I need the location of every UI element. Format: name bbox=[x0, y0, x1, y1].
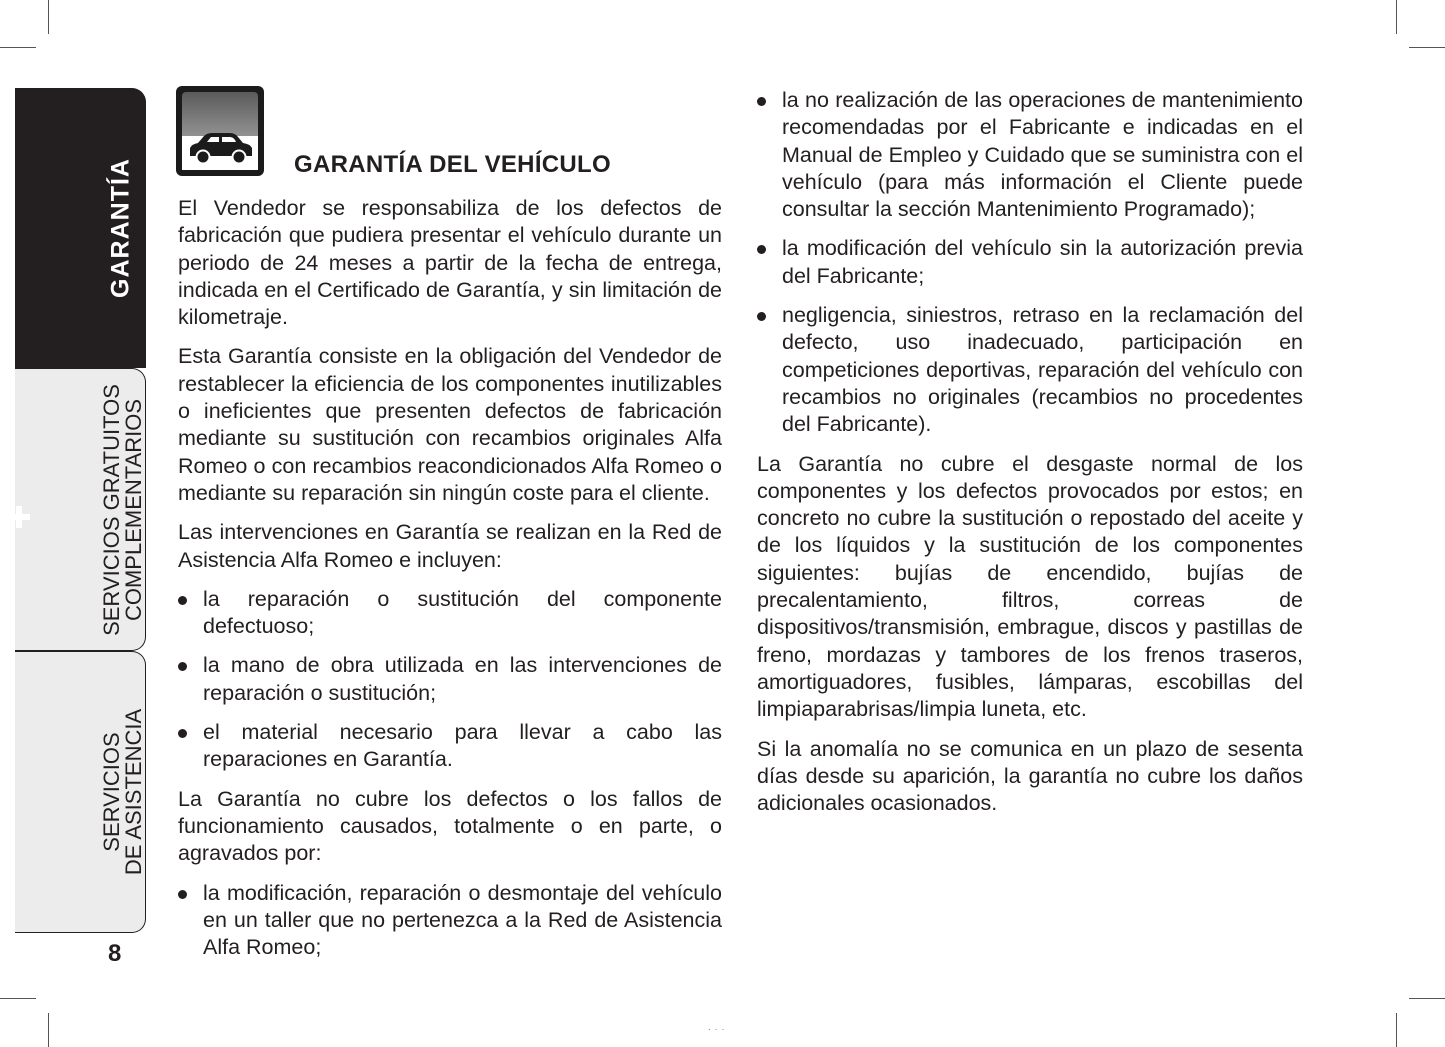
list-item: la mano de obra utilizada en las intervenciones de reparación o sustitución; bbox=[178, 652, 722, 707]
bullet-icon bbox=[178, 729, 187, 738]
bullet-icon bbox=[178, 662, 187, 671]
list-item: negligencia, siniestros, retraso en la reclamación del defecto, uso inadecuado, participación en competiciones deportivas, reparación del vehículo con recambios no originales (recambios no procedentes del Fabricante). bbox=[757, 302, 1303, 438]
page-number: 8 bbox=[108, 940, 122, 967]
car-icon bbox=[176, 86, 264, 176]
bullet-list bbox=[757, 87, 1303, 439]
tab-servicios-gratuitos[interactable] bbox=[15, 368, 146, 651]
crop-mark bbox=[0, 47, 36, 48]
list-item: la modificación del vehículo sin la autorización previa del Fabricante; bbox=[757, 235, 1303, 290]
left-column bbox=[178, 195, 722, 973]
crop-mark bbox=[1396, 1013, 1397, 1047]
paragraph: La Garantía no cubre el desgaste normal de los componentes y los defectos provocados por estos; en concreto no cubre la sustitución o repostado del aceite y de los líquidos y la sustitución de los componentes siguientes: bujías de encendido, bujías de precalentamiento, filtros, correas de dispositivos/transmisión, embrague, discos y pastillas de freno, mordazas y tambores de los frenos traseros, amortiguadores, fusibles, lámparas, escobillas del limpiaparabrisas/limpia luneta, etc. bbox=[757, 451, 1303, 722]
bullet-icon bbox=[178, 596, 187, 605]
paragraph: Las intervenciones en Garantía se realizan en la Red de Asistencia Alfa Romeo e incluyen: bbox=[178, 520, 722, 572]
bullet-icon bbox=[757, 97, 766, 106]
crop-mark bbox=[1409, 998, 1445, 999]
tab-label: GARANTÍA bbox=[106, 158, 135, 298]
right-column bbox=[757, 87, 1303, 829]
footer-marks: ... bbox=[708, 1022, 729, 1033]
bullet-icon bbox=[757, 245, 766, 254]
tab-servicios-asistencia[interactable] bbox=[15, 651, 146, 933]
plus-icon bbox=[8, 506, 30, 528]
section-title: GARANTÍA DEL VEHÍCULO bbox=[294, 151, 611, 178]
list-item: la modificación, reparación o desmontaje del vehículo en un taller que no pertenezca a la Red de Asistencia Alfa Romeo; bbox=[178, 880, 722, 962]
tab-label: COMPLEMENTARIOS bbox=[121, 398, 146, 621]
paragraph: El Vendedor se responsabiliza de los defectos de fabricación que pudiera presentar el vehículo durante un periodo de 24 meses a partir de la fecha de entrega, indicada en el Certificado de Garantía, y sin limitación de kilometraje. bbox=[178, 196, 722, 330]
bullet-list bbox=[178, 586, 722, 774]
crop-mark bbox=[1409, 47, 1445, 48]
crop-mark bbox=[48, 1013, 49, 1047]
tab-garantia[interactable] bbox=[15, 88, 146, 368]
list-item: la reparación o sustitución del componente defectuoso; bbox=[178, 586, 722, 641]
paragraph: Si la anomalía no se comunica en un plazo de sesenta días desde su aparición, la garantía no cubre los daños adicionales ocasionados. bbox=[757, 736, 1303, 816]
bullet-icon bbox=[757, 312, 766, 321]
list-item: el material necesario para llevar a cabo las reparaciones en Garantía. bbox=[178, 719, 722, 774]
tab-label: SERVICIOS GRATUITOS bbox=[99, 383, 124, 636]
tab-label: SERVICIOS bbox=[99, 732, 124, 852]
tab-label: DE ASISTENCIA bbox=[121, 708, 146, 876]
list-item: la no realización de las operaciones de mantenimiento recomendadas por el Fabricante e indicadas en el Manual de Empleo y Cuidado que se suministra con el vehículo (para más información el Cliente puede consultar la sección Mantenimiento Programado); bbox=[757, 87, 1303, 223]
paragraph: Esta Garantía consiste en la obligación del Vendedor de restablecer la eficiencia de los componentes inutilizables o ineficientes que presenten defectos de fabricación mediante su sustitución con recambios originales Alfa Romeo o con recambios reacondicionados Alfa Romeo o mediante su reparación sin ningún coste para el cliente. bbox=[178, 344, 722, 505]
bullet-icon bbox=[178, 890, 187, 899]
crop-mark bbox=[0, 998, 36, 999]
crop-mark bbox=[48, 0, 49, 34]
paragraph: La Garantía no cubre los defectos o los fallos de funcionamiento causados, totalmente o en parte, o agravados por: bbox=[178, 786, 722, 866]
bullet-list bbox=[178, 880, 722, 962]
crop-mark bbox=[1396, 0, 1397, 34]
